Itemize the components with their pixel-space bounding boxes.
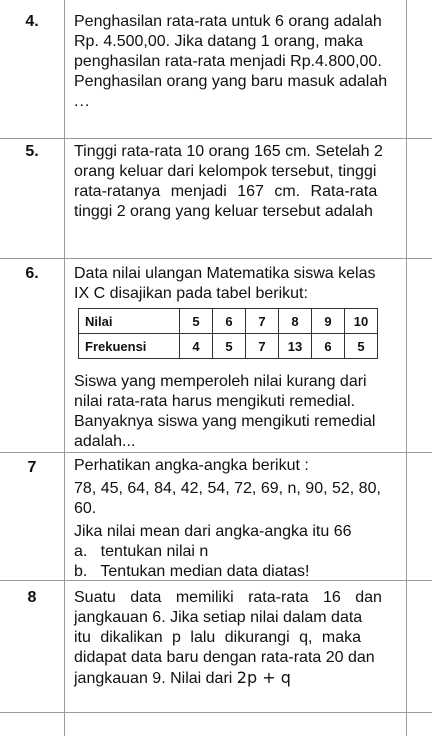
question-number: 5.: [25, 143, 39, 160]
score-frequency-table: [78, 308, 378, 359]
table-row: [79, 334, 378, 359]
question-line: Siswa yang memperoleh nilai kurang dari: [74, 373, 367, 390]
question-5-text: [74, 142, 402, 222]
column-divider-left: [64, 0, 65, 736]
question-line: Suatu data memiliki rata-rata 16 dan: [74, 589, 382, 606]
question-line: nilai rata-rata harus mengikuti remedial.: [74, 393, 356, 410]
table-cell: 7: [246, 334, 279, 359]
question-6-intro: [74, 264, 402, 304]
question-line: Penghasilan rata-rata untuk 6 orang adalah: [74, 13, 382, 30]
table-row: [79, 309, 378, 334]
table-cell: 10: [345, 309, 378, 334]
question-line: adalah...: [74, 433, 136, 450]
table-row-label: Nilai: [79, 309, 180, 334]
question-subitem-a: a. tentukan nilai n: [74, 543, 209, 560]
question-line: [74, 668, 402, 689]
question-line: didapat data baru dengan rata-rata 20 dan: [74, 649, 375, 666]
question-line: Tinggi rata-rata 10 orang 165 cm. Setelah 2: [74, 143, 383, 160]
question-line: Perhatikan angka-angka berikut :: [74, 457, 309, 474]
row-divider: [0, 258, 432, 259]
question-4-text: [74, 12, 402, 112]
question-line: rata-ratanya menjadi 167 cm. Rata-rata: [74, 183, 378, 200]
question-line: Penghasilan orang yang baru masuk adalah: [74, 73, 388, 90]
table-cell: 5: [213, 334, 246, 359]
question-line: orang keluar dari kelompok tersebut, tinggi: [74, 163, 377, 180]
question-line: Banyaknya siswa yang mengikuti remedial: [74, 413, 376, 430]
question-7-text: [74, 456, 402, 582]
question-number: 6.: [25, 265, 39, 282]
question-line: Rp. 4.500,00. Jika datang 1 orang, maka: [74, 33, 364, 50]
table-cell: 9: [312, 309, 345, 334]
table-row-label: Frekuensi: [79, 334, 180, 359]
question-line: jangkauan 6. Jika setiap nilai dalam data: [74, 609, 363, 626]
question-line: 78, 45, 64, 84, 42, 54, 72, 69, n, 90, 52, 80,: [74, 480, 381, 497]
table-cell: 6: [312, 334, 345, 359]
question-line: Data nilai ulangan Matematika siswa kelas: [74, 265, 376, 282]
question-line: 60.: [74, 500, 97, 517]
question-subitem-b: b. Tentukan median data diatas!: [74, 563, 310, 580]
table-cell: 6: [213, 309, 246, 334]
table-cell: 5: [180, 309, 213, 334]
table-cell: 7: [246, 309, 279, 334]
question-number: 4.: [25, 13, 39, 30]
question-line: tinggi 2 orang yang keluar tersebut adalah: [74, 203, 373, 220]
question-line: ...: [74, 93, 91, 110]
question-line: itu dikalikan p lalu dikurangi q, maka: [74, 629, 362, 646]
row-divider: [0, 138, 432, 139]
question-line-text: jangkauan 9. Nilai dari: [74, 670, 233, 687]
question-number: 7: [27, 459, 37, 476]
column-divider-right: [406, 0, 407, 736]
question-8-text: [74, 588, 402, 689]
question-number: 8: [27, 589, 37, 606]
row-divider: [0, 712, 432, 713]
question-6-body: [74, 372, 402, 452]
formula: 2p + q: [236, 668, 291, 687]
question-line: penghasilan rata-rata menjadi Rp.4.800,00.: [74, 53, 382, 70]
table-cell: 8: [279, 309, 312, 334]
question-line: Jika nilai mean dari angka-angka itu 66: [74, 523, 352, 540]
table-cell: 4: [180, 334, 213, 359]
question-line: IX C disajikan pada tabel berikut:: [74, 285, 308, 302]
table-cell: 13: [279, 334, 312, 359]
table-cell: 5: [345, 334, 378, 359]
row-divider: [0, 452, 432, 453]
